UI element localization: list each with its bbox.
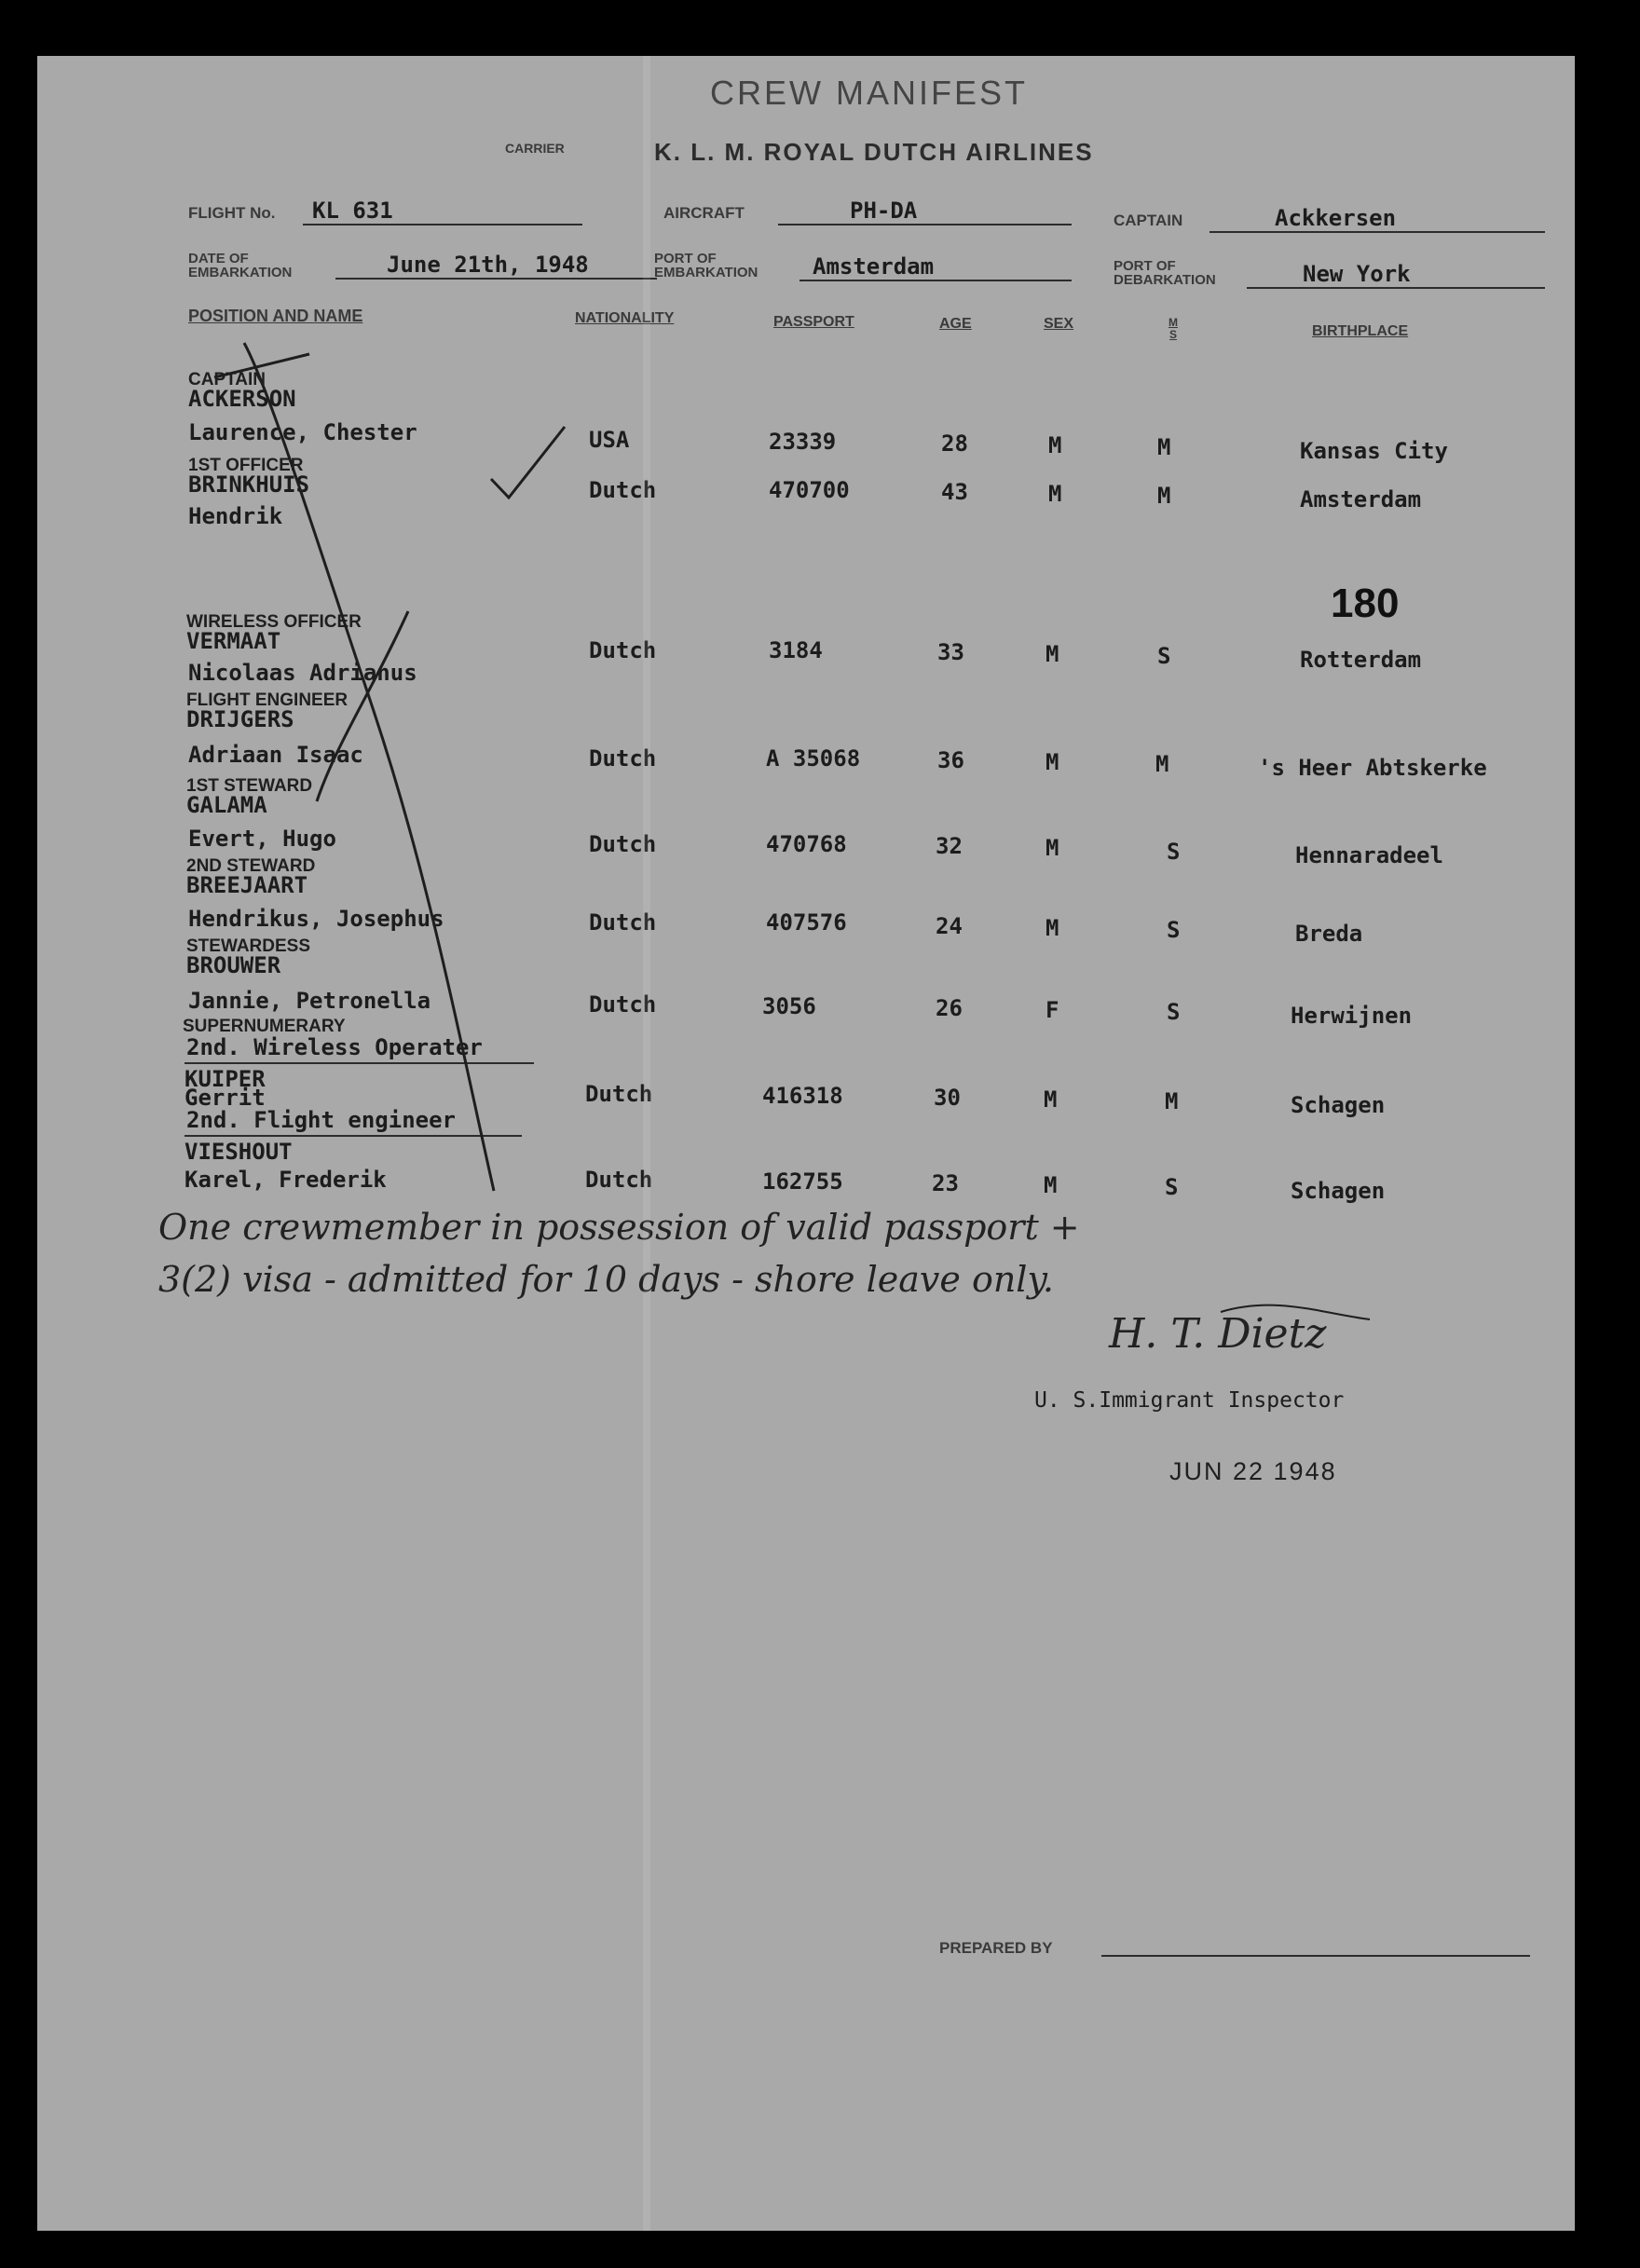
crew-age: 30 bbox=[934, 1085, 961, 1111]
crew-nationality: Dutch bbox=[589, 909, 657, 936]
captain-label: CAPTAIN bbox=[1114, 212, 1183, 229]
page-number: 180 bbox=[1331, 581, 1400, 626]
crew-sex: M bbox=[1046, 641, 1059, 667]
crew-passport: 470700 bbox=[769, 477, 850, 503]
crew-surname: ACKERSON bbox=[188, 386, 296, 412]
aircraft-label: AIRCRAFT bbox=[663, 204, 745, 222]
handwritten-note-line2: 3(2) visa - admitted for 10 days - shore leave only. bbox=[158, 1259, 1054, 1300]
crew-sex: M bbox=[1048, 432, 1062, 458]
crew-passport: 416318 bbox=[762, 1083, 843, 1109]
aircraft-value: PH-DA bbox=[850, 198, 918, 224]
embark-date-label: DATE OF EMBARKATION bbox=[188, 251, 293, 280]
crew-surname: BREEJAART bbox=[186, 872, 308, 898]
crew-age: 43 bbox=[941, 479, 968, 505]
manifest-page bbox=[37, 56, 1575, 2231]
crew-sex: F bbox=[1046, 997, 1059, 1023]
col-header-nationality: NATIONALITY bbox=[575, 310, 675, 326]
crew-sex: M bbox=[1044, 1086, 1058, 1113]
crew-nationality: Dutch bbox=[589, 831, 657, 857]
check-mark bbox=[491, 427, 565, 498]
carrier-name: K. L. M. ROYAL DUTCH AIRLINES bbox=[654, 138, 1094, 166]
crew-birthplace: Rotterdam bbox=[1300, 647, 1422, 673]
col-header-ms: M S bbox=[1168, 316, 1178, 341]
inspector-title: U. S.Immigrant Inspector bbox=[1034, 1388, 1345, 1413]
crew-surname: KUIPER bbox=[184, 1066, 266, 1092]
col-header-name: POSITION AND NAME bbox=[188, 307, 363, 325]
crew-nationality: Dutch bbox=[589, 477, 657, 503]
crew-rank: SUPERNUMERARY bbox=[183, 1017, 346, 1036]
port-embark-label: PORT OF EMBARKATION bbox=[654, 251, 758, 280]
crew-birthplace: Hennaradeel bbox=[1295, 842, 1443, 868]
crew-ms: S bbox=[1157, 643, 1171, 669]
crew-birthplace: Breda bbox=[1295, 921, 1363, 947]
crew-rank-detail: 2nd. Wireless Operater bbox=[186, 1034, 483, 1060]
crew-surname: GALAMA bbox=[186, 792, 267, 818]
document-title: CREW MANIFEST bbox=[710, 74, 1028, 112]
port-embark: Amsterdam bbox=[813, 253, 935, 280]
port-debark-label: PORT OF DEBARKATION bbox=[1114, 258, 1216, 288]
crew-rank: CAPTAIN bbox=[188, 370, 266, 389]
crew-nationality: Dutch bbox=[589, 637, 657, 663]
prepared-by-line bbox=[1101, 1955, 1530, 1957]
crew-sex: M bbox=[1048, 481, 1062, 507]
crew-sex: M bbox=[1046, 749, 1059, 775]
crew-rank: 1ST OFFICER bbox=[188, 456, 304, 475]
flight-label: FLIGHT No. bbox=[188, 204, 276, 222]
handwritten-note-line1: One crewmember in possession of valid passport + bbox=[158, 1207, 1080, 1248]
col-header-birthplace: BIRTHPLACE bbox=[1312, 323, 1409, 339]
inspector-signature: H. T. Dietz bbox=[1109, 1310, 1327, 1358]
crew-surname: BRINKHUIS bbox=[188, 471, 310, 498]
crew-age: 36 bbox=[937, 747, 964, 773]
crew-rank: 2ND STEWARD bbox=[186, 856, 316, 876]
crew-given-name: Hendrikus, Josephus bbox=[188, 906, 444, 932]
crew-age: 33 bbox=[937, 639, 964, 665]
pen-marks bbox=[37, 56, 1575, 2231]
crew-nationality: Dutch bbox=[585, 1081, 653, 1107]
crew-surname: VERMAAT bbox=[186, 628, 281, 654]
captain-value: Ackkersen bbox=[1275, 205, 1397, 231]
crew-birthplace: Herwijnen bbox=[1291, 1003, 1413, 1029]
crew-rank: FLIGHT ENGINEER bbox=[186, 690, 348, 710]
crew-passport: 470768 bbox=[766, 831, 847, 857]
crew-passport: 407576 bbox=[766, 909, 847, 936]
crew-nationality: Dutch bbox=[585, 1167, 653, 1193]
crew-birthplace: Kansas City bbox=[1300, 438, 1448, 464]
crew-given-name: Laurence, Chester bbox=[188, 419, 417, 445]
crew-given-name: Evert, Hugo bbox=[188, 826, 336, 852]
crew-rank: WIRELESS OFFICER bbox=[186, 612, 362, 632]
strike-line-top bbox=[214, 354, 309, 377]
crew-surname: BROUWER bbox=[186, 952, 281, 978]
embark-date: June 21th, 1948 bbox=[387, 252, 589, 278]
crew-sex: M bbox=[1044, 1172, 1058, 1198]
crew-sex: M bbox=[1046, 835, 1059, 861]
crew-ms: M bbox=[1155, 751, 1169, 777]
crew-rank: STEWARDESS bbox=[186, 936, 311, 956]
col-header-age: AGE bbox=[939, 316, 972, 332]
strike-line-left bbox=[244, 343, 494, 1191]
crew-given-name: Gerrit bbox=[184, 1085, 266, 1111]
crew-birthplace: Amsterdam bbox=[1300, 486, 1422, 512]
col-header-sex: SEX bbox=[1044, 316, 1074, 332]
crew-ms: S bbox=[1165, 1174, 1179, 1200]
crew-birthplace: Schagen bbox=[1291, 1092, 1386, 1118]
crew-given-name: Nicolaas Adrianus bbox=[188, 660, 417, 686]
crew-birthplace: Schagen bbox=[1291, 1178, 1386, 1204]
crew-given-name: Adriaan Isaac bbox=[188, 742, 363, 768]
crew-age: 26 bbox=[936, 995, 963, 1021]
crew-age: 32 bbox=[936, 833, 963, 859]
crew-rank-detail: 2nd. Flight engineer bbox=[186, 1107, 456, 1133]
crew-surname: DRIJGERS bbox=[186, 706, 294, 732]
crew-passport: A 35068 bbox=[766, 745, 861, 772]
crew-age: 23 bbox=[932, 1170, 959, 1196]
crew-passport: 3184 bbox=[769, 637, 823, 663]
crew-ms: S bbox=[1167, 839, 1181, 865]
crew-nationality: Dutch bbox=[589, 991, 657, 1018]
crew-birthplace: 's Heer Abtskerke bbox=[1258, 755, 1487, 781]
col-header-passport: PASSPORT bbox=[773, 314, 854, 330]
crew-ms: M bbox=[1157, 483, 1171, 509]
crew-passport: 162755 bbox=[762, 1168, 843, 1195]
crew-age: 28 bbox=[941, 430, 968, 457]
crew-given-name: Hendrik bbox=[188, 503, 283, 529]
crew-surname: VIESHOUT bbox=[184, 1139, 293, 1165]
carrier-label: CARRIER bbox=[505, 141, 565, 156]
crew-ms: S bbox=[1167, 999, 1181, 1025]
prepared-by-label: PREPARED BY bbox=[939, 1939, 1053, 1957]
crew-given-name: Jannie, Petronella bbox=[188, 988, 431, 1014]
port-debark: New York bbox=[1303, 261, 1411, 287]
date-stamp: JUN 22 1948 bbox=[1169, 1457, 1337, 1485]
crew-passport: 23339 bbox=[769, 429, 837, 455]
crew-passport: 3056 bbox=[762, 993, 816, 1019]
crew-given-name: Karel, Frederik bbox=[184, 1167, 387, 1193]
crew-sex: M bbox=[1046, 915, 1059, 941]
crew-nationality: USA bbox=[589, 427, 630, 453]
crew-nationality: Dutch bbox=[589, 745, 657, 772]
crew-ms: S bbox=[1167, 917, 1181, 943]
crew-age: 24 bbox=[936, 913, 963, 939]
crew-rank: 1ST STEWARD bbox=[186, 776, 313, 796]
flight-number: KL 631 bbox=[312, 198, 393, 224]
crew-ms: M bbox=[1165, 1088, 1179, 1114]
crew-ms: M bbox=[1157, 434, 1171, 460]
